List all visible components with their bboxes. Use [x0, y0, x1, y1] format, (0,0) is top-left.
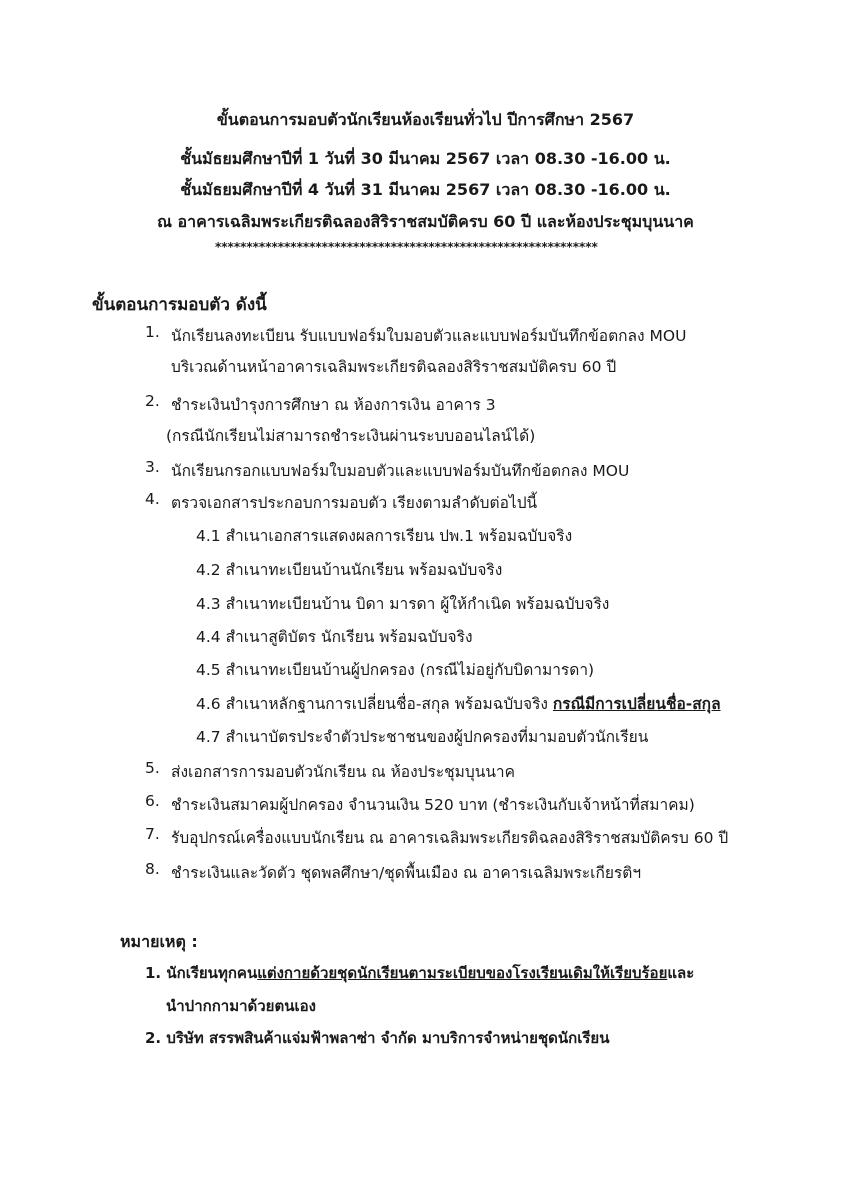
step-number: 6. — [145, 792, 160, 810]
document-item: 4.7 สำเนาบัตรประจำตัวประชาชนของผู้ปกครองที่มามอบตัวนักเรียน — [196, 728, 649, 746]
step-text: รับอุปกรณ์เครื่องแบบนักเรียน ณ อาคารเฉลิมพระเกียรติฉลองสิริราชสมบัติครบ 60 ปี — [171, 829, 729, 847]
step-text: ชำระเงินบำรุงการศึกษา ณ ห้องการเงิน อาคาร 3 — [171, 396, 496, 414]
step-text: นักเรียนลงทะเบียน รับแบบฟอร์มใบมอบตัวและแบบฟอร์มบันทึกข้อตกลง MOU — [171, 327, 687, 345]
note-text-underlined: แต่งกายด้วยชุดนักเรียนตามระเบียบของโรงเรียนเดิมให้เรียบร้อย — [257, 964, 668, 982]
note-text: นักเรียนทุกคน — [166, 964, 258, 982]
note-item — [145, 1026, 609, 1050]
step-text: นักเรียนกรอกแบบฟอร์มใบมอบตัวและแบบฟอร์มบันทึกข้อตกลง MOU — [171, 462, 630, 480]
document-item-emphasis: กรณีมีการเปลี่ยนชื่อ-สกุล — [552, 695, 721, 713]
separator-line: ************************************************************* — [215, 240, 598, 254]
step-number: 4. — [145, 490, 160, 508]
header-title: ขั้นตอนการมอบตัวนักเรียนห้องเรียนทั่วไป ปีการศึกษา 2567 — [216, 110, 635, 129]
document-item: 4.2 สำเนาทะเบียนบ้านนักเรียน พร้อมฉบับจริง — [196, 561, 503, 579]
header-location: ณ อาคารเฉลิมพระเกียรติฉลองสิริราชสมบัติครบ 60 ปี และห้องประชุมบุนนาค — [157, 212, 694, 231]
step-text-continued: บริเวณด้านหน้าอาคารเฉลิมพระเกียรติฉลองสิริราชสมบัติครบ 60 ปี — [171, 358, 617, 376]
document-item: 4.4 สำเนาสูติบัตร นักเรียน พร้อมฉบับจริง — [196, 628, 473, 646]
step-number: 1. — [145, 323, 160, 341]
step-text: ชำระเงินสมาคมผู้ปกครอง จำนวนเงิน 520 บาท (ชำระเงินกับเจ้าหน้าที่สมาคม) — [171, 796, 695, 814]
step-text: ชำระเงินและวัดตัว ชุดพลศึกษา/ชุดพื้นเมือง ณ อาคารเฉลิมพระเกียรติฯ — [171, 864, 642, 882]
steps-title: ขั้นตอนการมอบตัว ดังนี้ — [92, 295, 267, 315]
notes-title: หมายเหตุ : — [120, 932, 198, 951]
note-text-end: และ — [667, 964, 695, 982]
step-number: 5. — [145, 759, 160, 777]
note-text-continued: นำปากกามาด้วยตนเอง — [166, 997, 316, 1015]
document-item: 4.5 สำเนาทะเบียนบ้านผู้ปกครอง (กรณีไม่อยู่กับบิดามารดา) — [196, 661, 595, 679]
header-schedule-m1: ชั้นมัธยมศึกษาปีที่ 1 วันที่ 30 มีนาคม 2567 เวลา 08.30 -16.00 น. — [180, 149, 671, 168]
document-item-text: 4.6 สำเนาหลักฐานการเปลี่ยนชื่อ-สกุล พร้อมฉบับจริง — [196, 695, 553, 713]
step-number: 2. — [145, 392, 160, 410]
step-text: ตรวจเอกสารประกอบการมอบตัว เรียงตามลำดับต่อไปนี้ — [171, 494, 538, 512]
note-number: 2. — [145, 1029, 162, 1047]
document-item: 4.1 สำเนาเอกสารแสดงผลการเรียน ปพ.1 พร้อมฉบับจริง — [196, 527, 573, 545]
note-item — [145, 961, 694, 985]
note-text: บริษัท สรรพสินค้าแจ่มฟ้าพลาซ่า จำกัด มาบริการจำหน่ายชุดนักเรียน — [166, 1029, 610, 1047]
document-item: 4.3 สำเนาทะเบียนบ้าน บิดา มารดา ผู้ให้กำเนิด พร้อมฉบับจริง — [196, 595, 610, 613]
step-text: ส่งเอกสารการมอบตัวนักเรียน ณ ห้องประชุมบุนนาค — [171, 763, 515, 781]
step-text-continued: (กรณีนักเรียนไม่สามารถชำระเงินผ่านระบบออนไลน์ได้) — [166, 427, 536, 445]
document-item — [196, 691, 721, 716]
step-number: 8. — [145, 860, 160, 878]
step-number: 7. — [145, 825, 160, 843]
step-number: 3. — [145, 458, 160, 476]
header-schedule-m4: ชั้นมัธยมศึกษาปีที่ 4 วันที่ 31 มีนาคม 2567 เวลา 08.30 -16.00 น. — [180, 180, 671, 199]
note-number: 1. — [145, 964, 162, 982]
